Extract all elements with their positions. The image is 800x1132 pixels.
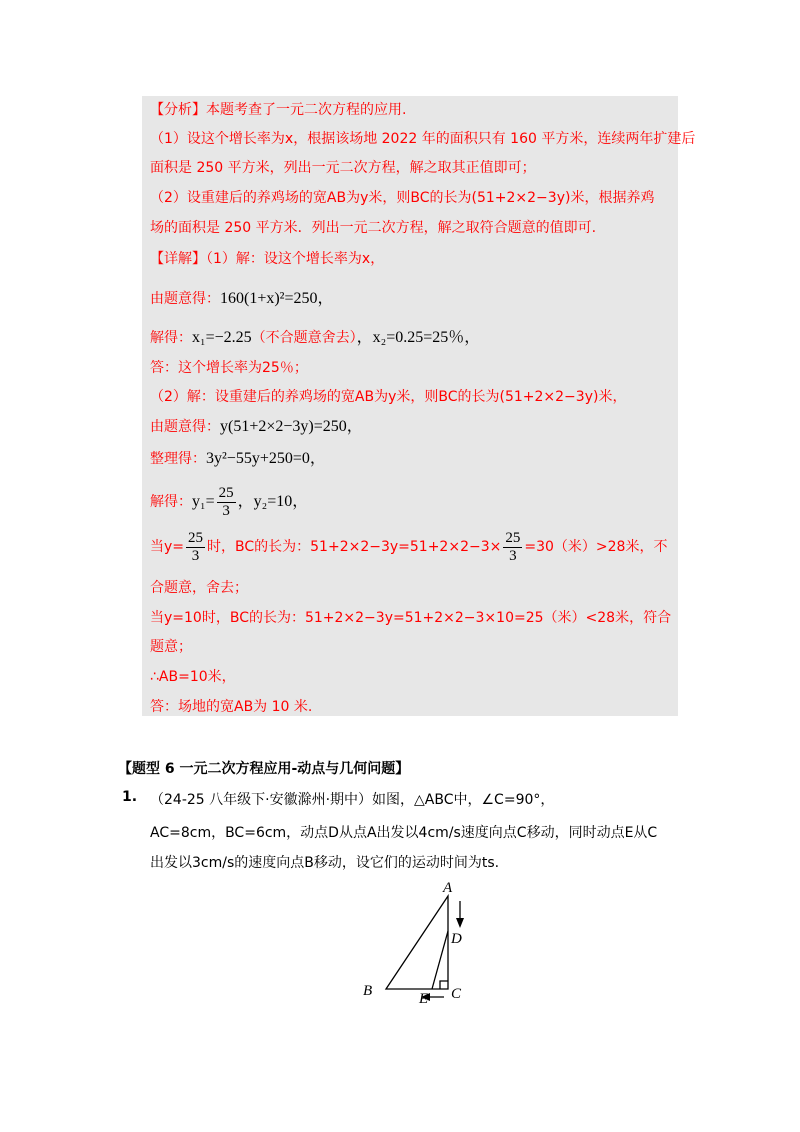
case1-c: =30（米）>28米，不 [524, 539, 668, 555]
case1-num2: 25 [505, 529, 521, 546]
case2-b: 题意； [150, 639, 192, 655]
eq1-row [150, 290, 334, 308]
sol1-x1: x₁=−2.25 [192, 329, 252, 346]
arrow-down-icon [456, 901, 464, 928]
eq1: 160(1+x)²=250， [220, 290, 334, 307]
ans1: 答：这个增长率为25％； [150, 360, 308, 376]
sol2-label: 解得： [150, 494, 192, 510]
case1-num: 25 [188, 529, 204, 546]
eq1-label: 由题意得： [150, 291, 220, 307]
question-line1: （24-25 八年级下·安徽滁州·期中）如图，△ABC中，∠C=90°， [150, 792, 555, 808]
question-number: 1. [122, 789, 138, 805]
segment-de [432, 931, 448, 989]
sol1-label: 解得： [150, 330, 192, 346]
case2-a: 当y=10时，BC的长为：51+2×2−3y=51+2×2−3×10=25（米）<28米，符合 [150, 610, 672, 626]
case1-d: 合题意，舍去； [150, 580, 248, 596]
eq2-label: 由题意得： [150, 419, 220, 435]
right-angle-mark [440, 981, 448, 989]
therefore: ∴AB=10米， [150, 669, 236, 685]
case1-fraction [186, 530, 205, 565]
eq2-row [150, 418, 363, 436]
label-b: B [363, 983, 373, 999]
label-a: A [443, 880, 453, 896]
sol2-num: 25 [218, 484, 234, 501]
label-e: E [419, 991, 429, 1007]
sol1-x2: ，x₂=0.25=25％， [356, 329, 481, 346]
analysis-p2b: 场的面积是 250 平方米．列出一元二次方程，解之取符合题意的值即可. [150, 220, 597, 236]
sol2-den: 3 [222, 502, 230, 519]
final-answer: 答：场地的宽AB为 10 米. [150, 699, 313, 715]
case1-den: 3 [191, 547, 200, 564]
case1-den2: 3 [509, 547, 517, 564]
analysis-p1b: 面积是 250 平方米，列出一元二次方程，解之取其正值即可； [150, 160, 536, 176]
p2-head: （2）解：设重建后的养鸡场的宽AB为y米，则BC的长为(51+2×2−3y)米， [150, 389, 627, 405]
analysis-p2a: （2）设重建后的养鸡场的宽AB为y米，则BC的长为(51+2×2−3y)米，根据养鸡 [150, 190, 655, 206]
case1-a: 当y= [150, 539, 185, 555]
triangle-abc [386, 896, 448, 989]
analysis-p1a: （1）设这个增长率为x，根据该场地 2022 年的面积只有 160 平方米，连续两年扩建后 [150, 131, 696, 147]
eq3-row [150, 450, 326, 468]
section-title: 【题型 6 一元二次方程应用-动点与几何问题】 [118, 761, 410, 777]
case1-fraction2 [503, 530, 522, 565]
question-line3: 出发以3cm/s的速度向点B移动，设它们的运动时间为ts. [150, 855, 500, 871]
sol2-y1: y₁= [192, 493, 215, 510]
sol2-row [150, 483, 308, 521]
triangle-figure [360, 876, 500, 1016]
label-c: C [451, 986, 462, 1002]
question-line2: AC=8cm，BC=6cm，动点D从点A出发以4cm/s速度向点C移动，同时动点E从C [150, 825, 658, 841]
label-d: D [451, 931, 462, 947]
eq3: 3y²−55y+250=0， [206, 450, 326, 467]
sol1-row [150, 329, 480, 347]
eq2: y(51+2×2−3y)=250， [220, 418, 363, 435]
detail-head: 【详解】（1）解：设这个增长率为x， [150, 251, 385, 267]
sol2-y2: ，y₂=10， [237, 493, 309, 510]
case1-row [150, 528, 667, 566]
case1-b: 时，BC的长为：51+2×2−3y=51+2×2−3× [207, 539, 502, 555]
analysis-title: 【分析】本题考查了一元二次方程的应用. [150, 102, 407, 118]
sol1-note: （不合题意舍去） [251, 330, 357, 346]
sol2-fraction [217, 485, 236, 520]
eq3-label: 整理得： [150, 451, 206, 467]
